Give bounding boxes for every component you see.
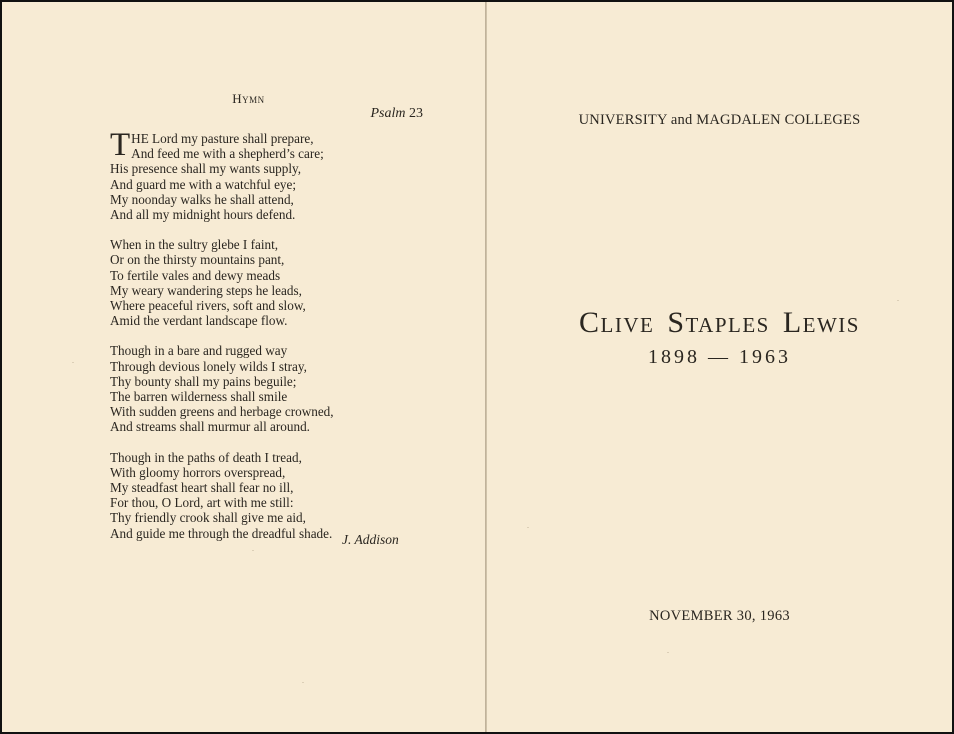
poem-line: My steadfast heart shall fear no ill, [110, 480, 294, 496]
stanza-4 [110, 450, 440, 541]
psalm-label: Psalm [370, 106, 406, 121]
left-page [2, 2, 485, 732]
life-dates: 1898 — 1963 [648, 346, 791, 368]
psalm-reference [371, 106, 424, 122]
poem-line: And feed me with a shepherd’s care; [131, 146, 324, 162]
paper-speck [302, 682, 304, 683]
paper-speck [897, 300, 899, 301]
poem-line: Though in a bare and rugged way [110, 343, 288, 359]
poem-line: With gloomy horrors overspread, [110, 464, 286, 480]
poem-line: When in the sultry glebe I faint, [110, 237, 279, 253]
poem-line: His presence shall my wants supply, [110, 161, 302, 177]
service-date: NOVEMBER 30, 1963 [649, 608, 790, 624]
poem-line: Or on the thirsty mountains pant, [110, 252, 285, 268]
hymn-author: J. Addison [342, 532, 399, 547]
first-line-block [110, 127, 440, 163]
poem-line: My noonday walks he shall attend, [110, 191, 294, 207]
poem-line: And guard me with a watchful eye; [110, 176, 297, 192]
poem-line: And guide me through the dreadful shade. [110, 525, 333, 541]
drop-cap: T [110, 127, 131, 163]
poem-line: And all my midnight hours defend. [110, 207, 296, 223]
poem-line: Through devious lonely wilds I stray, [110, 358, 307, 374]
paper-speck [252, 550, 254, 551]
paper-speck [527, 527, 529, 528]
poem-line: The barren wilderness shall smile [110, 389, 288, 405]
poem-line: With sudden greens and herbage crowned, [110, 404, 334, 420]
poem-line: My weary wandering steps he leads, [110, 282, 302, 298]
right-page [487, 2, 952, 732]
stanza-3 [110, 343, 440, 434]
memorial-name: Clive Staples Lewis [579, 306, 860, 339]
poem-line: Though in the paths of death I tread, [110, 449, 302, 465]
psalm-number: 23 [409, 106, 423, 121]
poem-line: Thy bounty shall my pains beguile; [110, 373, 297, 389]
hymn-title: Hymn [232, 91, 265, 106]
poem-line: Where peaceful rivers, soft and slow, [110, 298, 306, 314]
poem-line: Thy friendly crook shall give me aid, [110, 510, 306, 526]
poem-line: For thou, O Lord, art with me still: [110, 495, 294, 511]
paper-speck [667, 652, 669, 653]
paper-speck [72, 362, 74, 363]
poem-line: And streams shall murmur all around. [110, 419, 310, 435]
poem-line: Amid the verdant landscape flow. [110, 313, 288, 329]
stanza-1 [110, 127, 440, 223]
institution-heading: UNIVERSITY and MAGDALEN COLLEGES [578, 112, 861, 128]
poem-line: HE Lord my pasture shall prepare, [131, 131, 314, 146]
stanza-2 [110, 237, 440, 328]
hymn-text [110, 127, 440, 556]
poem-line: To fertile vales and dewy meads [110, 267, 281, 283]
